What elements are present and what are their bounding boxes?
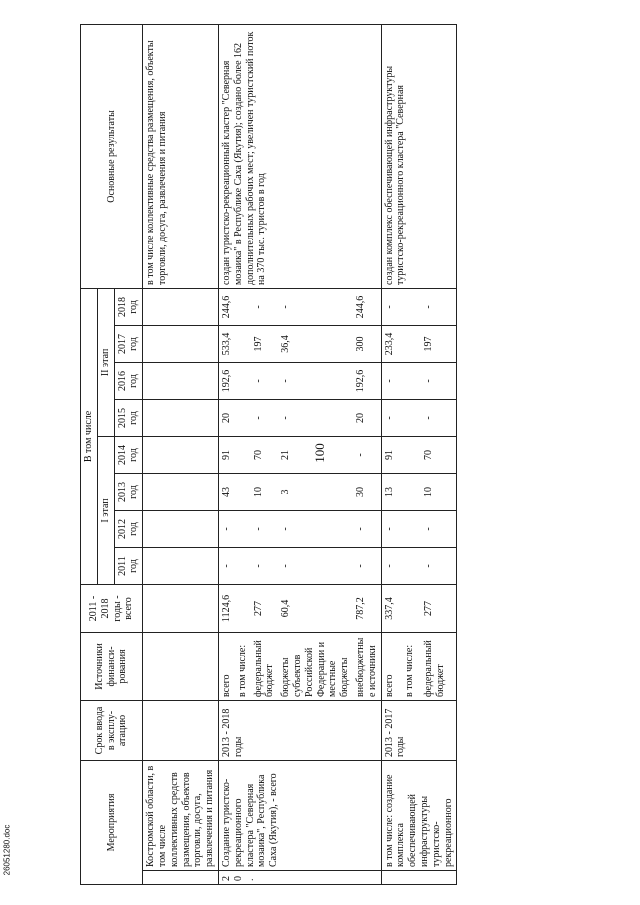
value-cell: 91 <box>381 436 402 473</box>
source-cell: в том числе: <box>402 632 422 700</box>
value-cell: 192,6 <box>353 362 381 399</box>
measures-table <box>80 24 457 885</box>
value-cell: 533,4 <box>218 325 234 362</box>
value-cell: 30 <box>353 473 381 510</box>
source-cell: всего <box>381 632 402 700</box>
value-cell: 43 <box>218 473 234 510</box>
measure-cell: Создание туристско-рекреационного кластера "Северная мозаика", Республика Саха (Якутия), - всего <box>218 760 381 870</box>
results-cell: создан туристско-рекреационный кластер "Северная мозаика" в Республике Саха (Якутия); создано более 162 дополнительных рабочих мест; увеличен туристский поток на 370 тыс. туристов в год <box>218 24 381 288</box>
value-cell: - <box>251 288 279 325</box>
value-cell: 10 <box>421 473 456 510</box>
value-cell: 13 <box>381 473 402 510</box>
header-year: 2014 год <box>114 436 143 473</box>
table-row <box>218 24 234 884</box>
value-cell: 60,4 <box>278 584 353 632</box>
value-cell: - <box>381 399 402 436</box>
value-cell: 20 <box>353 399 381 436</box>
header-year: 2017 год <box>114 325 143 362</box>
header-year: 2016 год <box>114 362 143 399</box>
value-cell: - <box>353 436 381 473</box>
value-cell: 70 <box>421 436 456 473</box>
value-cell: 197 <box>421 325 456 362</box>
value-cell: - <box>278 510 353 547</box>
source-cell: бюджеты субъектов Российской Федерации и местные бюджеты <box>278 632 353 700</box>
header-year: 2012 год <box>114 510 143 547</box>
header-sources: Источники финанси-рования <box>81 632 143 700</box>
source-cell: внебюджетные источники <box>353 632 381 700</box>
value-cell: - <box>421 288 456 325</box>
value-cell: - <box>421 399 456 436</box>
deadline-cell: 2013 - 2017 годы <box>381 700 457 760</box>
value-cell: - <box>381 288 402 325</box>
value-cell: 277 <box>251 584 279 632</box>
header-stage1: I этап <box>97 436 114 584</box>
value-cell: - <box>251 547 279 584</box>
value-cell: - <box>421 362 456 399</box>
value-cell: - <box>278 547 353 584</box>
source-cell: в том числе: <box>235 632 251 700</box>
header-deadline: Срок ввода в эксплу-атацию <box>81 700 143 760</box>
value-cell: 300 <box>353 325 381 362</box>
header-including: В том числе <box>81 288 98 584</box>
value-cell: 20 <box>218 399 234 436</box>
header-year: 2018 год <box>114 288 143 325</box>
value-cell: - <box>353 510 381 547</box>
value-cell: - <box>278 362 353 399</box>
value-cell: 244,6 <box>218 288 234 325</box>
header-year: 2011 год <box>114 547 143 584</box>
value-cell: 337,4 <box>381 584 402 632</box>
value-cell: 91 <box>218 436 234 473</box>
header-year: 2013 год <box>114 473 143 510</box>
measure-cell: Костромской области, в том числе коллективных средств размещения, объектов торговли, досуга, развлечения и питания <box>143 760 219 870</box>
value-cell: 197 <box>251 325 279 362</box>
value-cell: - <box>218 547 234 584</box>
value-cell: 277 <box>421 584 456 632</box>
value-cell: 70 <box>251 436 279 473</box>
header-total: 2011 - 2018 годы - всего <box>81 584 143 632</box>
source-cell: федеральный бюджет <box>251 632 279 700</box>
value-cell: - <box>278 399 353 436</box>
value-cell: 233,4 <box>381 325 402 362</box>
table-row <box>381 24 402 884</box>
measure-cell: в том числе: создание комплекса обеспечивающей инфраструктуры туристско-рекреационного <box>381 760 457 870</box>
footer-filename: 26051280.doc <box>2 824 12 876</box>
value-cell: - <box>421 510 456 547</box>
header-year: 2015 год <box>114 399 143 436</box>
table-row <box>143 24 219 884</box>
header-results: Основные результаты <box>81 24 143 288</box>
source-cell: всего <box>218 632 234 700</box>
results-cell: создан комплекс обеспечивающей инфраструктуры туристско-рекреационного кластера "Северная <box>381 24 457 288</box>
value-cell: - <box>421 547 456 584</box>
value-cell: - <box>381 547 402 584</box>
page-number: 100 <box>312 443 327 463</box>
source-cell: федеральный бюджет <box>421 632 456 700</box>
value-cell: 787,2 <box>353 584 381 632</box>
deadline-cell: 2013 - 2018 годы <box>218 700 381 760</box>
value-cell: 1124,6 <box>218 584 234 632</box>
value-cell: - <box>251 362 279 399</box>
row-number: 20. <box>218 871 381 885</box>
value-cell: 21 <box>278 436 353 473</box>
value-cell: 192,6 <box>218 362 234 399</box>
value-cell: - <box>353 547 381 584</box>
rotated-table-container <box>80 25 625 885</box>
value-cell: - <box>381 362 402 399</box>
header-measure: Мероприятия <box>81 760 143 884</box>
value-cell: - <box>381 510 402 547</box>
value-cell: 244,6 <box>353 288 381 325</box>
results-cell: в том числе коллективные средства размещения, объекты торговли, досуга, развлечения и питания <box>143 24 219 288</box>
value-cell: - <box>218 510 234 547</box>
value-cell: - <box>278 288 353 325</box>
value-cell: - <box>251 510 279 547</box>
header-stage2: II этап <box>97 288 114 436</box>
value-cell: 10 <box>251 473 279 510</box>
value-cell: 36,4 <box>278 325 353 362</box>
value-cell: - <box>251 399 279 436</box>
value-cell: 3 <box>278 473 353 510</box>
